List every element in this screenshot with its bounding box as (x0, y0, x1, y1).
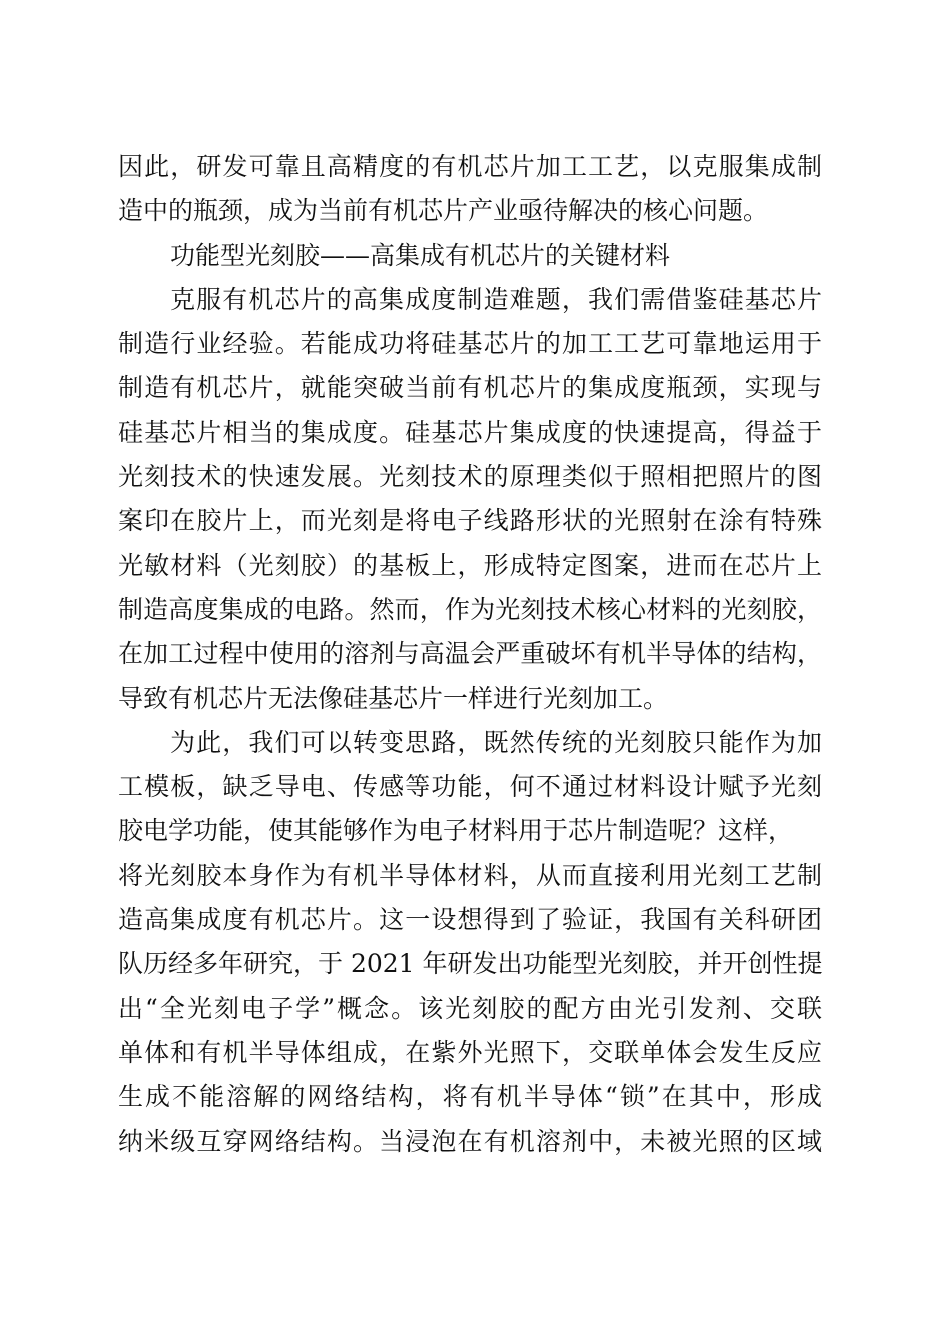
text-line: 队历经多年研究，于 2021 年研发出功能型光刻胶，并开创性提 (118, 949, 823, 979)
text-line: 导致有机芯片无法像硅基芯片一样进行光刻加工。 (118, 683, 669, 713)
text-line: 单体和有机半导体组成，在紫外光照下，交联单体会发生反应 (118, 1037, 822, 1067)
text-line: 硅基芯片相当的集成度。硅基芯片集成度的快速提高，得益于 (118, 417, 822, 447)
text-line: 制造高度集成的电路。然而，作为光刻技术核心材料的光刻胶， (118, 594, 822, 624)
document-body (118, 145, 822, 1164)
text-line: 出“全光刻电子学”概念。该光刻胶的配方由光引发剂、交联 (118, 993, 822, 1023)
text-line: 纳米级互穿网络结构。当浸泡在有机溶剂中，未被光照的区域 (118, 1126, 822, 1156)
text-line: 生成不能溶解的网络结构，将有机半导体“锁”在其中，形成 (118, 1082, 822, 1112)
text-line: 因此，研发可靠且高精度的有机芯片加工工艺，以克服集成制 (118, 152, 822, 181)
text-line: 胶电学功能，使其能够作为电子材料用于芯片制造呢？这样， (118, 816, 794, 846)
text-line: 造中的瓶颈，成为当前有机芯片产业亟待解决的核心问题。 (118, 196, 769, 226)
text-line: 制造行业经验。若能成功将硅基芯片的加工工艺可靠地运用于 (118, 329, 822, 359)
text-line: 将光刻胶本身作为有机半导体材料，从而直接利用光刻工艺制 (118, 860, 822, 890)
text-line: 光刻技术的快速发展。光刻技术的原理类似于照相把照片的图 (118, 462, 822, 492)
text-line: 工模板，缺乏导电、传感等功能，何不通过材料设计赋予光刻 (118, 772, 822, 802)
text-line: 在加工过程中使用的溶剂与高温会严重破坏有机半导体的结构， (118, 639, 822, 669)
section-heading: 功能型光刻胶——高集成有机芯片的关键材料 (170, 240, 671, 270)
text-line: 案印在胶片上，而光刻是将电子线路形状的光照射在涂有特殊 (118, 506, 822, 536)
text-line: 为此，我们可以转变思路，既然传统的光刻胶只能作为加 (170, 727, 822, 757)
text-line: 制造有机芯片，就能突破当前有机芯片的集成度瓶颈，实现与 (118, 373, 822, 403)
text-line: 造高集成度有机芯片。这一设想得到了验证，我国有关科研团 (118, 905, 822, 935)
text-line: 克服有机芯片的高集成度制造难题，我们需借鉴硅基芯片 (170, 284, 822, 314)
text-line: 光敏材料（光刻胶）的基板上，形成特定图案，进而在芯片上 (118, 550, 822, 580)
